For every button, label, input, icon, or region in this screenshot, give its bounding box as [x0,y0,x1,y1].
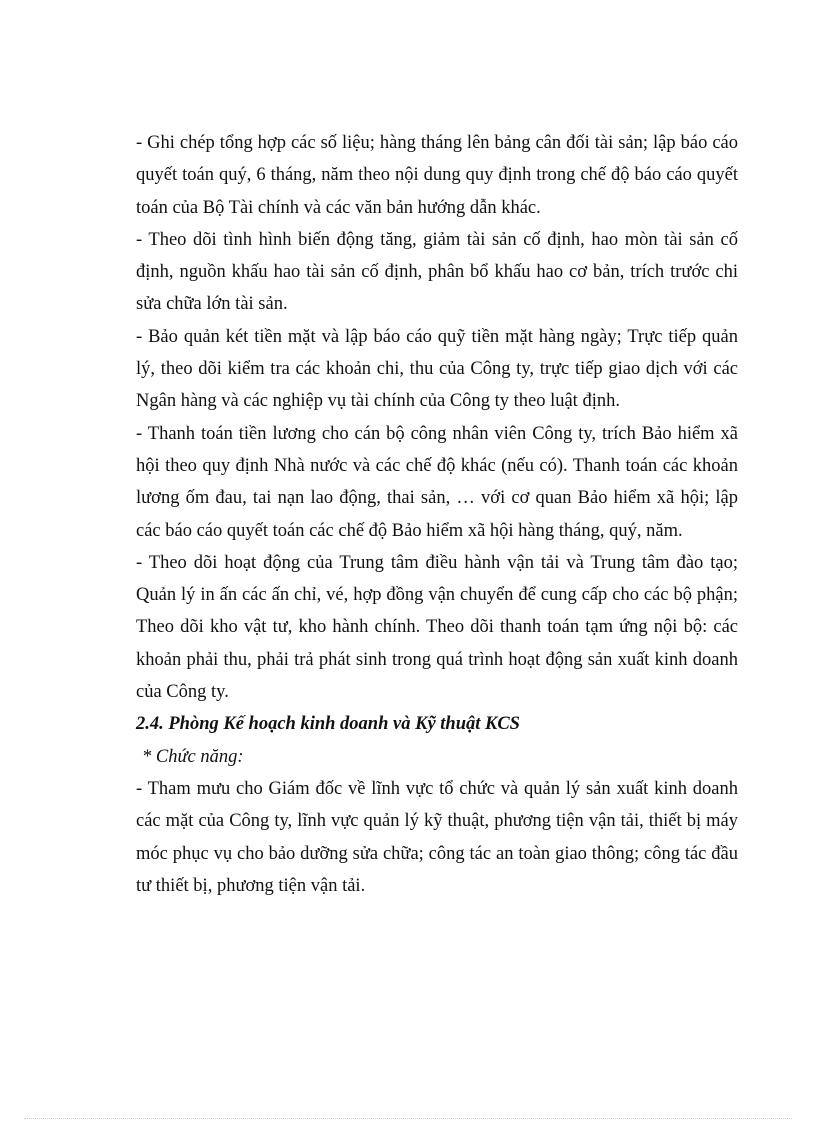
page-content [136,127,738,902]
paragraph-fixed-assets: - Theo dõi tình hình biến động tăng, giảm tài sản cố định, hao mòn tài sản cố định, nguồn khấu hao tài sản cố định, phân bổ khấu hao cơ bản, trích trước chi sửa chữa lớn tài sản. [136,229,738,315]
paragraph-accounting-reports: - Ghi chép tổng hợp các số liệu; hàng tháng lên bảng cân đối tài sản; lập báo cáo quyết toán quý, 6 tháng, năm theo nội dung quy định trong chế độ báo cáo quyết toán của Bộ Tài chính và các văn bản hướng dẫn khác. [136,133,738,218]
functions-subheading: * Chức năng: [142,746,244,767]
paragraph-advisory-role: - Tham mưu cho Giám đốc về lĩnh vực tổ chức và quản lý sản xuất kinh doanh các mặt của Công ty, lĩnh vực quản lý kỹ thuật, phương tiện vận tải, thiết bị máy móc phục vụ cho bảo dưỡng sửa chữa; công tác an toàn giao thông; công tác đầu tư thiết bị, phương tiện vận tải. [136,778,738,896]
section-heading: 2.4. Phòng Kế hoạch kinh doanh và Kỹ thuật KCS [136,714,520,735]
paragraph-operations-tracking: - Theo dõi hoạt động của Trung tâm điều hành vận tải và Trung tâm đào tạo; Quản lý in ấn các ấn chỉ, vé, hợp đồng vận chuyển để cung cấp cho các bộ phận; Theo dõi kho vật tư, kho hành chính. Theo dõi thanh toán tạm ứng nội bộ: các khoản phải thu, phải trả phát sinh trong quá trình hoạt động sản xuất kinh doanh của Công ty. [136,552,738,703]
paragraph-cash-management: - Bảo quản két tiền mặt và lập báo cáo quỹ tiền mặt hàng ngày; Trực tiếp quản lý, theo dõi kiểm tra các khoản chi, thu của Công ty, trực tiếp giao dịch với các Ngân hàng và các nghiệp vụ tài chính của Công ty theo luật định. [136,326,738,412]
page-bottom-divider [24,1118,792,1119]
paragraph-payroll-insurance: - Thanh toán tiền lương cho cán bộ công nhân viên Công ty, trích Bảo hiểm xã hội theo quy định Nhà nước và các chế độ khác (nếu có). Thanh toán các khoản lương ốm đau, tai nạn lao động, thai sản, … với cơ quan Bảo hiểm xã hội; lập các báo cáo quyết toán các chế độ Bảo hiểm xã hội hàng tháng, quý, năm. [136,423,738,541]
